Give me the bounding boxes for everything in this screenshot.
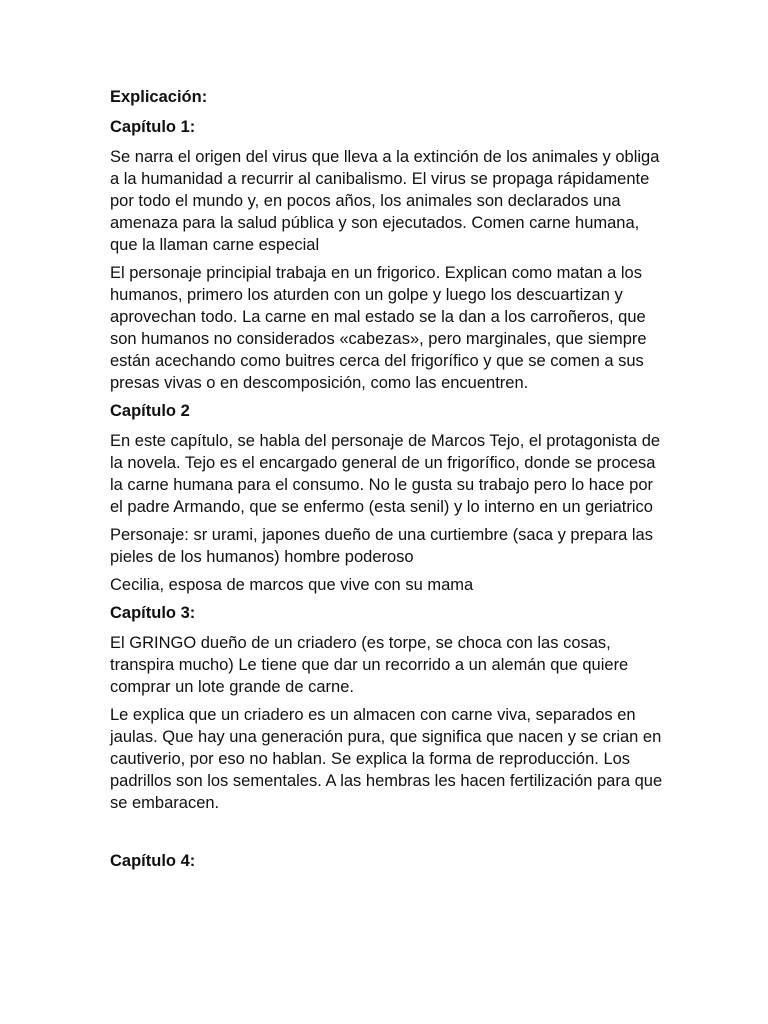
document-title: Explicación:: [110, 88, 208, 106]
chapter-2-paragraph-2: Personaje: sr urami, japones dueño de una curtiembre (saca y prepara las pieles de los humanos) hombre poderoso: [110, 526, 653, 566]
chapter-2-paragraph-3: Cecilia, esposa de marcos que vive con su mama: [110, 576, 474, 594]
chapter-1-paragraph-1: Se narra el origen del virus que lleva a la extinción de los animales y obliga a la humanidad a recurrir al canibalismo. El virus se propaga rápidamente por todo el mundo y, en pocos años, los animales son declarados una amenaza para la salud pública y son ejecutados. Comen carne humana, que la llaman carne especial: [110, 148, 660, 254]
chapter-3-paragraph-2: Le explica que un criadero es un almacen con carne viva, separados en jaulas. Que hay una generación pura, que significa que nacen y se crian en cautiverio, por eso no hablan. Se explica la forma de reproducción. Los padrillos son los sementales. A las hembras les hacen fertilización para que se embaracen.: [110, 706, 663, 812]
document-page: [110, 86, 670, 880]
chapter-3-heading: Capítulo 3:: [110, 604, 196, 622]
chapter-3-paragraph-1: El GRINGO dueño de un criadero (es torpe, se choca con las cosas, transpira mucho) Le tiene que dar un recorrido a un alemán que quiere comprar un lote grande de carne.: [110, 634, 629, 696]
chapter-2-paragraph-1: En este capítulo, se habla del personaje de Marcos Tejo, el protagonista de la novela. Tejo es el encargado general de un frigorífico, donde se procesa la carne humana para el consumo. No le gusta su trabajo pero lo hace por el padre Armando, que se enfermo (esta senil) y lo interno en un geriatrico: [110, 432, 661, 516]
chapter-2-heading: Capítulo 2: [110, 402, 190, 420]
section-spacer: [110, 820, 670, 850]
chapter-4-heading: Capítulo 4:: [110, 852, 196, 870]
chapter-1-heading: Capítulo 1:: [110, 118, 196, 136]
chapter-1-paragraph-2: El personaje principial trabaja en un frigorico. Explican como matan a los humanos, primero los aturden con un golpe y luego los descuartizan y aprovechan todo. La carne en mal estado se la dan a los carroñeros, que son humanos no considerados «cabezas», pero marginales, que siempre están acechando como buitres cerca del frigorífico y que se comen a sus presas vivas o en descomposición, como las encuentren.: [110, 264, 647, 392]
